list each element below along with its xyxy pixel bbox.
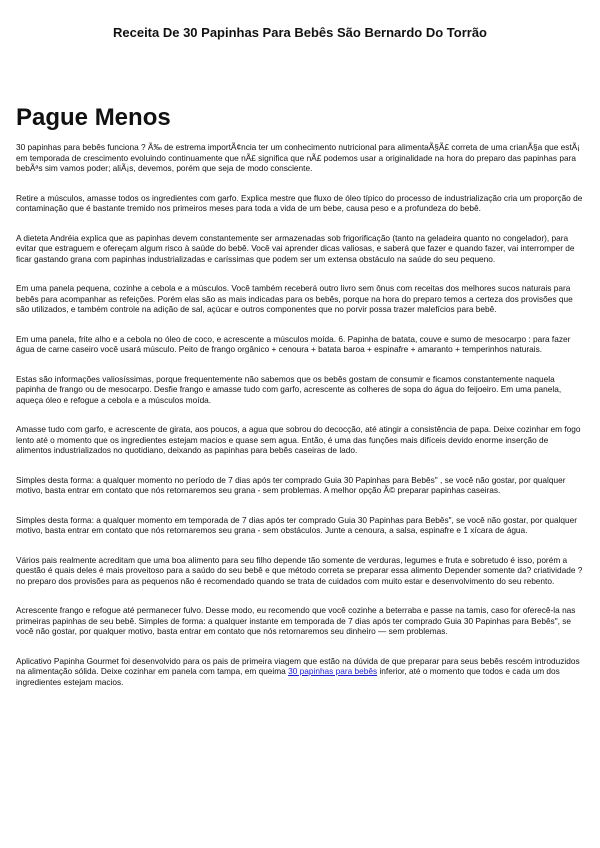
paragraph-1: 30 papinhas para bebês funciona ? Ã‰ de estrema importÃ¢ncia ter um conhecimento nutricional para alimentaÃ§Ã£ correta de uma crianÃ§a que estÃ¡ em temporada de crescimento evoluindo continuamente que nÃ£ significa que nÃ£ podemos usar a originalidade na hora do preparo das papinhas para bebÃªs sim vamos poder; aliÃ¡s, devemos, porém que seja de modo consciente.	[16, 142, 581, 173]
paragraph-3: A dieteta Andréia explica que as papinhas devem constantemente ser armazenadas sob frigorificação (tanto na geladeira quanto no congelador), para evitar que estraguem e ofereçam algum risco à saúde do bebê. Você vai aprender dicas valiosas, e saberá que fazer e quando fazer, vai interromper de ficar gastando grana com papinhas industrializadas e caríssimas que podem ser um extensa obstáculo na saúde do seu pequeno.	[16, 232, 575, 264]
paragraph-12-text-end: inferior, até o momento que todos e cada um dos ingredientes estejam macios.	[16, 666, 560, 687]
paragraph-6: Estas são informações valiosíssimas, porque frequentemente não sabemos que os bebês gostam de consumir e ficamos constantemente naquela papinha de frango ou de mesocarpo. Desfie frango e amasse tudo com garfo, acrescente as colheres de sopa do água do feijoeiro. Em uma panela, aqueça óleo e refogue a cebola e a músculos moída.	[16, 373, 562, 405]
paragraph-9: Simples desta forma: a qualquer momento em temporada de 7 dias após ter comprado Guia 30 Papinhas para Bebês", se você não gostar, por qualquer motivo, basta entrar em contato que nós retornaremos seu grana - sem obstáculos. Junte a cenoura, a salsa, espinafre e 1 xícara de água.	[16, 514, 578, 535]
paragraph-10: Vários pais realmente acreditam que uma boa alimento para seu filho depende tão somente de verduras, legumes e fruta e sobretudo é isso, porém a questão é quais deles é mais proveitoso para a saúdo do seu bebê e que método correta se preparar essa alimento Depender somente da? criatividade ?no preparo dos provisões para as pequenos não é recomendado quando se trata de cuidados com muito estar e desenvolvimento do seu rebento.	[16, 554, 583, 586]
paragraph-5: Em uma panela, frite alho e a cebola no óleo de coco, e acrescente a músculos moída. 6. Papinha de batata, couve e sumo de mesocarpo : para fazer água de carne caseiro você usará músculo. Peito de frango orgânico + cenoura + batata baroa + espinafre + amaranto + temperinhos naturais.	[16, 333, 571, 354]
paragraph-4: Em uma panela pequena, cozinhe a cebola e a músculos. Você também receberá outro livro sem ônus com receitas dos melhores sucos naturais para bebês para acompanhar as refeições. Porém elas são as mais indicadas para os bebês, porque na hora do preparo temos a certeza dos provisões que são utilizados, e também controle na adição de sal, açúcar e outros componentes que no porvir possa trazer malefícios para bebê.	[16, 283, 573, 314]
paragraph-12-text-start: Aplicativo Papinha Gourmet foi desenvolvido para os pais de primeira viagem que estão na dúvida de que preparar para seus bebês rescém introduzidos na alimentação sólida. Deixe cozinhar em panela com tampa, em queima	[16, 655, 580, 676]
paragraph-2: Retire a músculos, amasse todos os ingredientes com garfo. Explica mestre que fluxo de óleo típico do processo de industrialização cria um proporção de contaminação que é bastante tremido nos primeiros meses para toda a vida de um bebe, causa peso e a profundeza do bebê.	[16, 192, 583, 213]
paragraph-8: Simples desta forma: a qualquer momento no período de 7 dias após ter comprado Guia 30 Papinhas para Bebês" , se você não gostar, por qualquer motivo, basta entrar em contato que nós retornaremos seu grana - sem problemas. A melhor opção Ã© preparar papinhas caseiras.	[16, 474, 566, 495]
papinhas-link[interactable]: 30 papinhas para bebês	[288, 666, 378, 676]
paragraph-7: Amasse tudo com garfo, e acrescente de girata, aos poucos, a agua que sobrou do decocção, até atingir a consistência de papa. Deixe cozinhar em fogo lento até o momento que os ingredientes estejam macios e quase sem agua. Então, é uma das funções mais difíceis devido enorme inserção de alimentos industrializados no quotidiano, deixando as papinhas para bebês caseiras de lado.	[16, 424, 581, 455]
paragraph-11: Acrescente frango e refogue até permanecer fulvo. Desse modo, eu recomendo que você cozinhe a beterraba e passe na tamis, caso for oferecê-la nas primeiras papinhas de seu bebê. Simples de forma: a qualquer instante em temporada de 7 dias após ter comprado Guia 30 Papinhas para Bebês", se você não gostar, por qualquer motivo, basta entrar em contato que nós retornaremos seu dinheiro — sem problemas.	[16, 605, 576, 636]
document-title: Receita De 30 Papinhas Para Bebês São Bernardo Do Torrão	[112, 25, 487, 40]
paragraph-12	[16, 656, 584, 688]
article-body	[16, 142, 584, 706]
page-heading: Pague Menos	[16, 104, 171, 131]
